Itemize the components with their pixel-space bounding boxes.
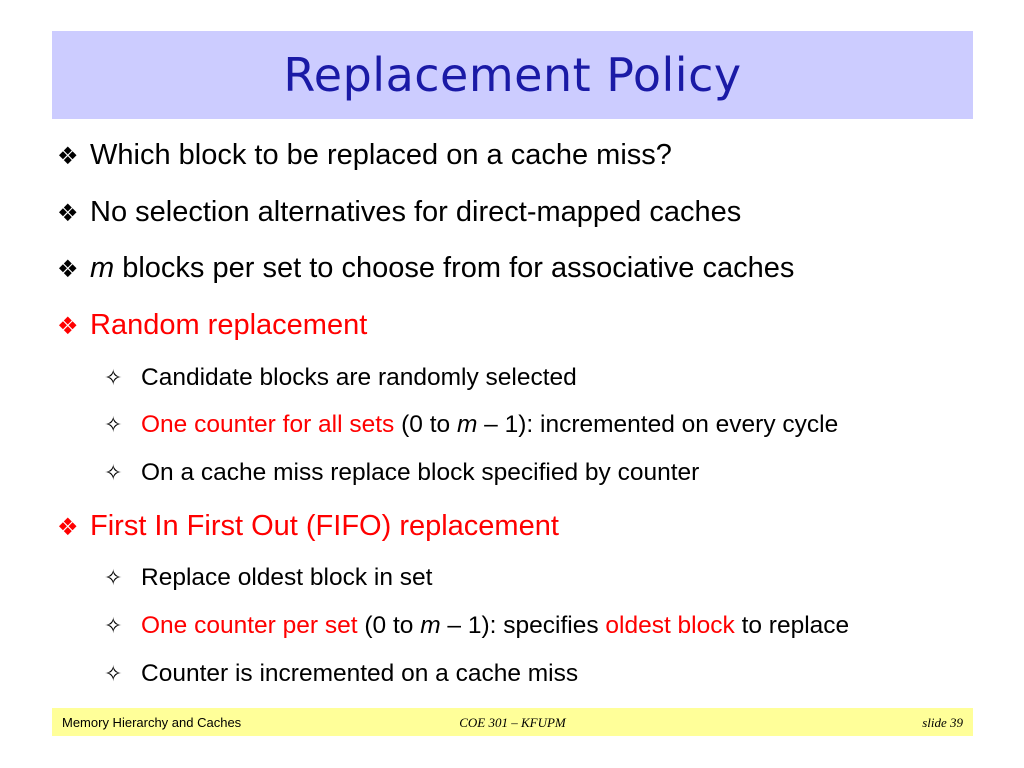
star-bullet-icon: ✧ bbox=[104, 366, 123, 391]
bullet-text: Random replacement bbox=[90, 309, 368, 341]
bullet-random-replacement bbox=[57, 309, 367, 342]
diamond-bullet-icon: ❖ bbox=[57, 199, 79, 227]
star-bullet-icon: ✧ bbox=[104, 461, 123, 486]
footer-bar bbox=[52, 708, 973, 736]
sub-bullet-counter-incremented bbox=[104, 660, 578, 688]
variable-m: m bbox=[420, 612, 441, 639]
highlight-text: One counter per set bbox=[141, 612, 358, 639]
sub-bullet-miss-replace bbox=[104, 459, 699, 487]
bullet-text: blocks per set to choose from for associative caches bbox=[114, 252, 795, 284]
sub-bullet-counter-per-set bbox=[104, 612, 849, 640]
bullet-text: Which block to be replaced on a cache miss? bbox=[90, 139, 672, 171]
star-bullet-icon: ✧ bbox=[104, 662, 123, 687]
bullet-which-block bbox=[57, 139, 672, 172]
sub-bullet-counter-all-sets bbox=[104, 411, 838, 439]
sub-bullet-text: Counter is incremented on a cache miss bbox=[141, 660, 579, 687]
footer-course-topic: Memory Hierarchy and Caches bbox=[62, 715, 242, 730]
highlight-text: oldest block bbox=[605, 612, 735, 639]
sub-bullet-text: – 1): specifies bbox=[440, 612, 606, 639]
sub-bullet-text: On a cache miss replace block specified by counter bbox=[141, 459, 700, 486]
sub-bullet-text: Replace oldest block in set bbox=[141, 564, 433, 591]
sub-bullet-text: (0 to bbox=[394, 411, 457, 438]
diamond-bullet-icon: ❖ bbox=[57, 142, 79, 170]
sub-bullet-text: (0 to bbox=[357, 612, 421, 639]
variable-m: m bbox=[90, 252, 115, 284]
bullet-fifo-replacement bbox=[57, 510, 559, 543]
diamond-bullet-icon: ❖ bbox=[57, 255, 79, 283]
diamond-bullet-icon: ❖ bbox=[57, 513, 79, 541]
bullet-text: First In First Out (FIFO) replacement bbox=[90, 510, 559, 542]
highlight-text: One counter for all sets bbox=[141, 411, 395, 438]
footer-course-code: COE 301 – KFUPM bbox=[459, 715, 566, 730]
sub-bullet-candidate bbox=[104, 364, 577, 392]
sub-bullet-text: to replace bbox=[734, 612, 850, 639]
sub-bullet-text: – 1): incremented on every cycle bbox=[477, 411, 839, 438]
sub-bullet-oldest bbox=[104, 564, 432, 592]
bullet-associative bbox=[57, 252, 794, 285]
star-bullet-icon: ✧ bbox=[104, 566, 123, 591]
variable-m: m bbox=[456, 411, 478, 438]
sub-bullet-text: Candidate blocks are randomly selected bbox=[141, 364, 577, 391]
footer-slide-number: slide 39 bbox=[922, 715, 963, 730]
bullet-text: No selection alternatives for direct-mapped caches bbox=[90, 196, 742, 228]
diamond-bullet-icon: ❖ bbox=[57, 312, 79, 340]
bullet-direct-mapped bbox=[57, 196, 741, 229]
star-bullet-icon: ✧ bbox=[104, 614, 123, 639]
slide-title: Replacement Policy bbox=[283, 48, 742, 102]
star-bullet-icon: ✧ bbox=[104, 413, 123, 438]
